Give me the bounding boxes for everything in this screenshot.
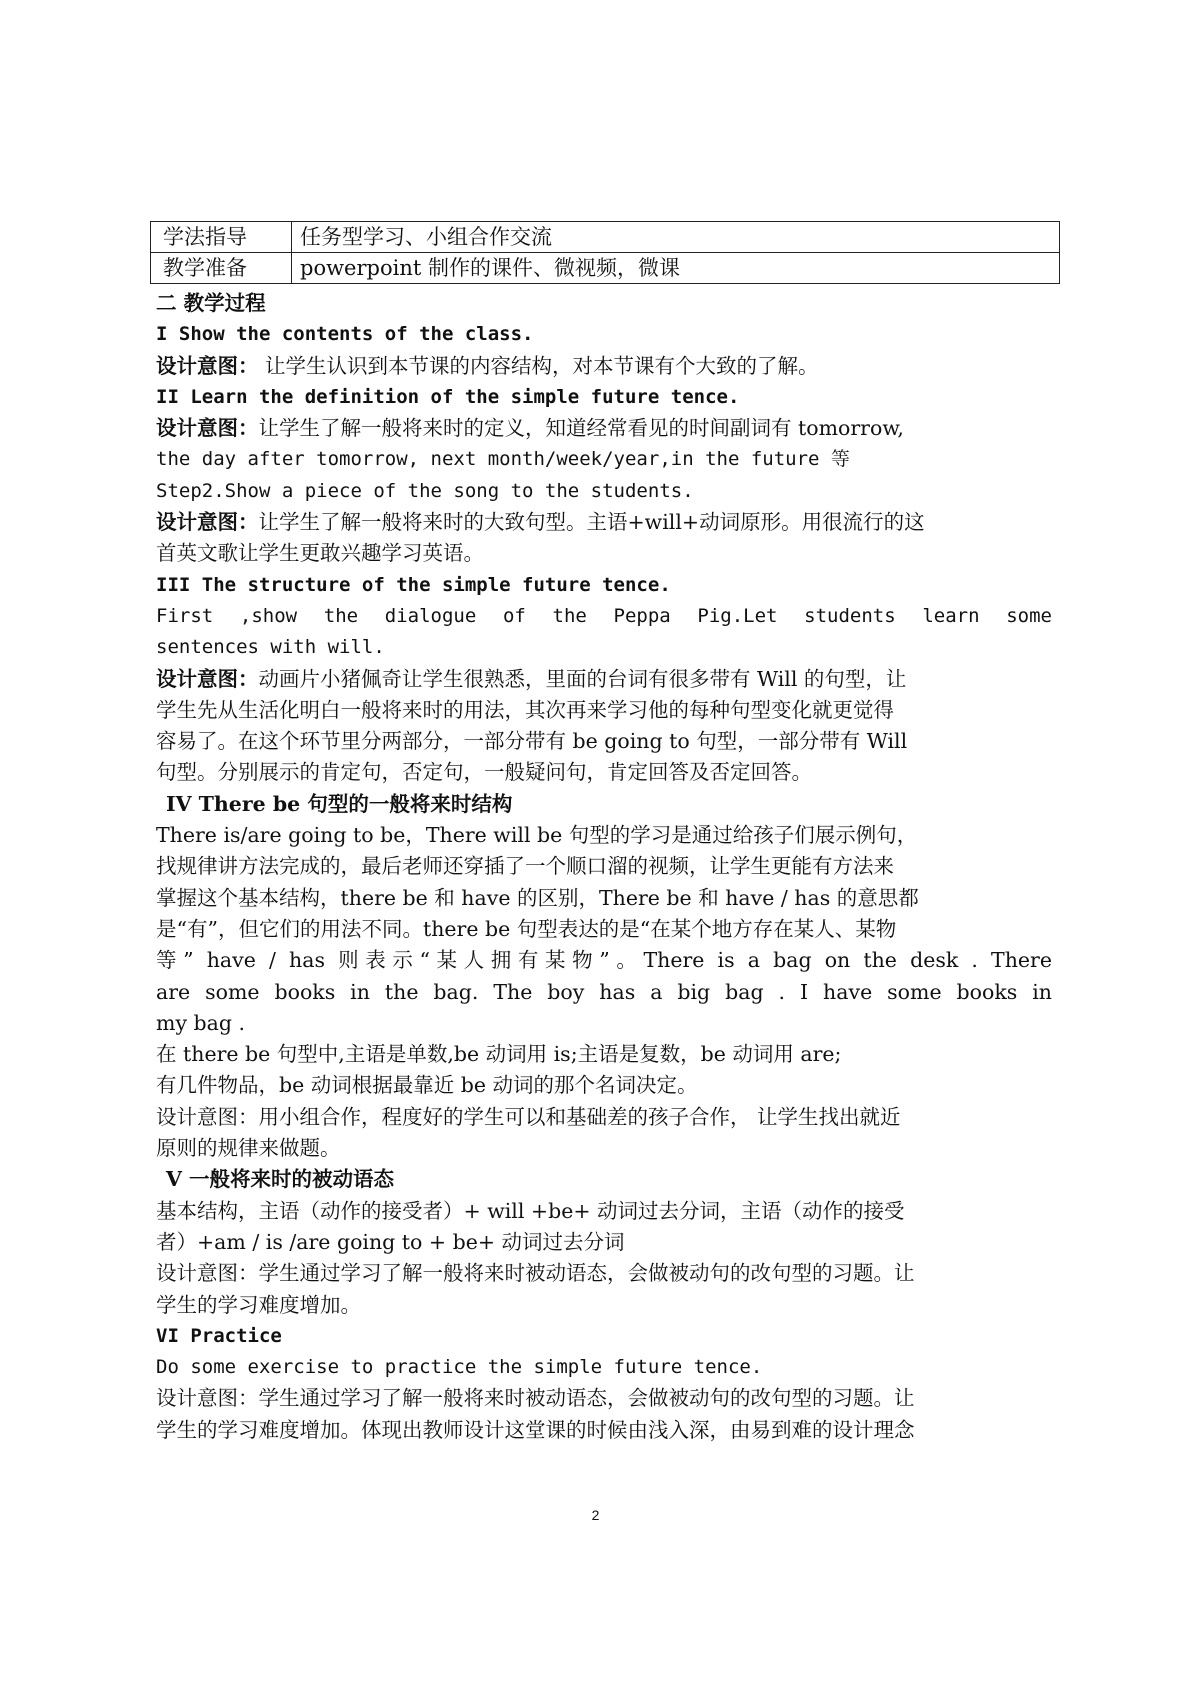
- page-number: 2: [591, 1507, 600, 1523]
- paragraph-line: 学生先从生活化明白一般将来时的用法，其次再来学习他的每种句型变化就更觉得: [156, 697, 894, 722]
- paragraph-line: 设计意图：用小组合作，程度好的学生可以和基础差的孩子合作， 让学生找出就近: [156, 1104, 901, 1129]
- table-cell-value: 任务型学习、小组合作交流: [292, 222, 1060, 253]
- heading-step-3: III The structure of the simple future tence.: [156, 573, 671, 596]
- paragraph-line: my bag .: [156, 1010, 246, 1035]
- paragraph-line: Step2.Show a piece of the song to the students.: [156, 479, 694, 502]
- paragraph-line: 设计意图：让学生了解一般将来时的定义，知道经常看见的时间副词有 tomorrow,: [156, 416, 904, 441]
- heading-step-5: V 一般将来时的被动语态: [166, 1167, 395, 1192]
- paragraph-line: 句型。分别展示的肯定句，否定句，一般疑问句，肯定回答及否定回答。: [156, 760, 812, 785]
- design-intent-label: 设计意图：: [156, 510, 259, 535]
- paragraph-line: First ,show the dialogue of the Peppa Pig.Let students learn some: [156, 604, 1052, 627]
- paragraph-line: 等” have / has 则表示“某人拥有某物”。There is a bag on the desk . There: [156, 948, 1052, 973]
- table-cell-value: powerpoint 制作的课件、微视频，微课: [292, 253, 1060, 284]
- paragraph-line: 找规律讲方法完成的，最后老师还穿插了一个顺口溜的视频，让学生更能有方法来: [156, 854, 894, 879]
- heading-step-4: IV There be 句型的一般将来时结构: [166, 791, 513, 816]
- paragraph-line: the day after tomorrow, next month/week/year,in the future 等: [156, 448, 850, 471]
- paragraph-line: 设计意图：让学生了解一般将来时的大致句型。主语+will+动词原形。用很流行的这: [156, 510, 925, 535]
- paragraph-line: 设计意图：动画片小猪佩奇让学生很熟悉，里面的台词有很多带有 Will 的句型，让: [156, 666, 907, 691]
- info-table: [150, 221, 1060, 284]
- paragraph-line: are some books in the bag. The boy has a big bag . I have some books in: [156, 979, 1052, 1004]
- table-row: [151, 222, 1060, 253]
- paragraph-line: 首英文歌让学生更敢兴趣学习英语。: [156, 541, 484, 566]
- paragraph-line: 设计意图：学生通过学习了解一般将来时被动语态，会做被动句的改句型的习题。让: [156, 1261, 915, 1286]
- paragraph-line: 学生的学习难度增加。: [156, 1292, 361, 1317]
- paragraph-line: There is/are going to be，There will be 句型的学习是通过给孩子们展示例句，: [156, 823, 918, 848]
- paragraph-line: 有几件物品，be 动词根据最靠近 be 动词的那个名词决定。: [156, 1073, 698, 1098]
- document-body: [156, 288, 1052, 1446]
- paragraph-line: 在 there be 句型中,主语是单数,be 动词用 is;主语是复数，be 动词用 are;: [156, 1042, 842, 1067]
- paragraph-line: 掌握这个基本结构，there be 和 have 的区别，There be 和 have / has 的意思都: [156, 885, 919, 910]
- paragraph-line: sentences with will.: [156, 636, 385, 659]
- paragraph-line: 原则的规律来做题。: [156, 1136, 341, 1161]
- paragraph-line: 容易了。在这个环节里分两部分，一部分带有 be going to 句型，一部分带有 Will: [156, 729, 908, 754]
- table-row: [151, 253, 1060, 284]
- paragraph-line: 设计意图： 让学生认识到本节课的内容结构，对本节课有个大致的了解。: [156, 353, 819, 378]
- paragraph-line: 是“有”，但它们的用法不同。there be 句型表达的是“在某个地方存在某人、某物: [156, 916, 897, 941]
- paragraph-line: 学生的学习难度增加。体现出教师设计这堂课的时候由浅入深，由易到难的设计理念: [156, 1417, 915, 1442]
- paragraph-line: 设计意图：学生通过学习了解一般将来时被动语态，会做被动句的改句型的习题。让: [156, 1386, 915, 1411]
- section-title: 二 教学过程: [156, 291, 266, 315]
- design-intent-label: 设计意图：: [156, 353, 259, 378]
- table-cell-label: 学法指导: [151, 222, 292, 253]
- design-intent-label: 设计意图：: [156, 416, 259, 441]
- heading-step-6: VI Practice: [156, 1324, 282, 1347]
- design-intent-label: 设计意图：: [156, 666, 259, 691]
- paragraph-line: 基本结构，主语（动作的接受者）+ will +be+ 动词过去分词，主语（动作的接受: [156, 1198, 905, 1223]
- heading-step-1: I Show the contents of the class.: [156, 323, 534, 346]
- paragraph-line: Do some exercise to practice the simple future tence.: [156, 1356, 763, 1379]
- table-cell-label: 教学准备: [151, 253, 292, 284]
- paragraph-line: 者）+am / is /are going to + be+ 动词过去分词: [156, 1229, 625, 1254]
- heading-step-2: II Learn the definition of the simple future tence.: [156, 385, 740, 408]
